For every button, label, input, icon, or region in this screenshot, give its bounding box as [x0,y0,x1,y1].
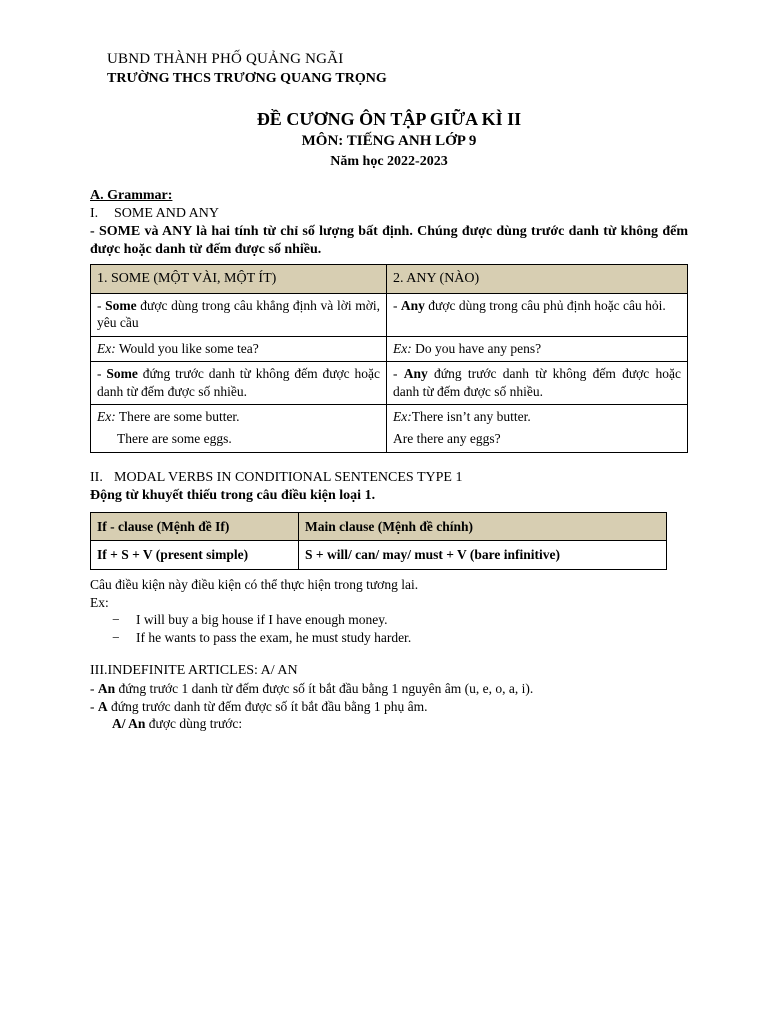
if-clause-header: If - clause (Mệnh đề If) [91,512,299,541]
section-3-title: INDEFINITE ARTICLES: A/ AN [107,663,298,679]
document-subject: MÔN: TIẾNG ANH LỚP 9 [301,133,477,150]
any-usage-cell: - Any được dùng trong câu phủ định hoặc câu hỏi. [387,293,688,336]
conditional-note: Câu điều kiện này điều kiện có thể thực hiện trong tương lai. [90,577,419,592]
some-position-cell: - Some đứng trước danh từ không đếm được hoặc danh từ đếm được số nhiều. [91,362,387,405]
article-an-rule: - An đứng trước 1 danh từ đếm được số ít bắt đầu bằng 1 nguyên âm (u, e, o, a, i). [90,681,534,697]
section-1-number: I. [90,205,99,221]
section-1-intro: - SOME và ANY là hai tính từ chỉ số lượng bất định. Chúng được dùng trước danh từ không đếm được hoặc danh từ đếm được số nhiều. [90,224,688,258]
section-2-number: II. [90,469,103,485]
any-header: 2. ANY (NÀO) [387,264,688,293]
section-1-title: SOME AND ANY [114,205,220,221]
if-clause-formula: If + S + V (present simple) [91,541,299,570]
document-title: ĐỀ CƯƠNG ÔN TẬP GIỮA KÌ II [256,108,522,129]
some-usage-cell: - Some được dùng trong câu khẳng định và lời mời, yêu cầu [91,293,387,336]
conditional-ex-label: Ex: [90,594,109,610]
list-item: − I will buy a big house if I have enough money. [112,612,388,628]
header-school: TRƯỜNG THCS TRƯƠNG QUANG TRỌNG [107,70,387,86]
article-a-rule: - A đứng trước danh từ đếm được số ít bắt đầu bằng 1 phụ âm. [90,698,428,714]
document-page [90,50,688,733]
section-3-heading [90,662,688,680]
some-example-2: Ex: There are some butter. There are some eggs. [91,405,387,452]
main-clause-header: Main clause (Mệnh đề chính) [299,512,667,541]
some-example-1: Ex: Would you like some tea? [91,336,387,362]
any-position-cell: - Any đứng trước danh từ không đếm được hoặc danh từ đếm được số nhiều. [387,362,688,405]
section-2-title: MODAL VERBS IN CONDITIONAL SENTENCES TYPE 1 [114,469,463,485]
section-3-number: III. [90,663,108,679]
section-1-heading [90,205,688,223]
some-header: 1. SOME (MỘT VÀI, MỘT ÍT) [91,264,387,293]
main-clause-formula: S + will/ can/ may/ must + V (bare infinitive) [299,541,667,570]
some-any-table [90,264,688,453]
conditional-table [90,512,667,570]
section-a-heading: A. Grammar: [90,187,173,203]
section-2-subtitle: Động từ khuyết thiếu trong câu điều kiện loại 1. [90,487,376,503]
section-2-heading [90,469,688,487]
any-example-2: Ex:There isn’t any butter. Are there any eggs? [387,405,688,452]
header-authority: UBND THÀNH PHỐ QUẢNG NGÃI [107,51,344,67]
document-year: Năm học 2022-2023 [330,153,448,169]
any-example-1: Ex: Do you have any pens? [387,336,688,362]
article-usage-intro: A/ An được dùng trước: [112,716,243,732]
list-item: − If he wants to pass the exam, he must study harder. [112,629,412,645]
